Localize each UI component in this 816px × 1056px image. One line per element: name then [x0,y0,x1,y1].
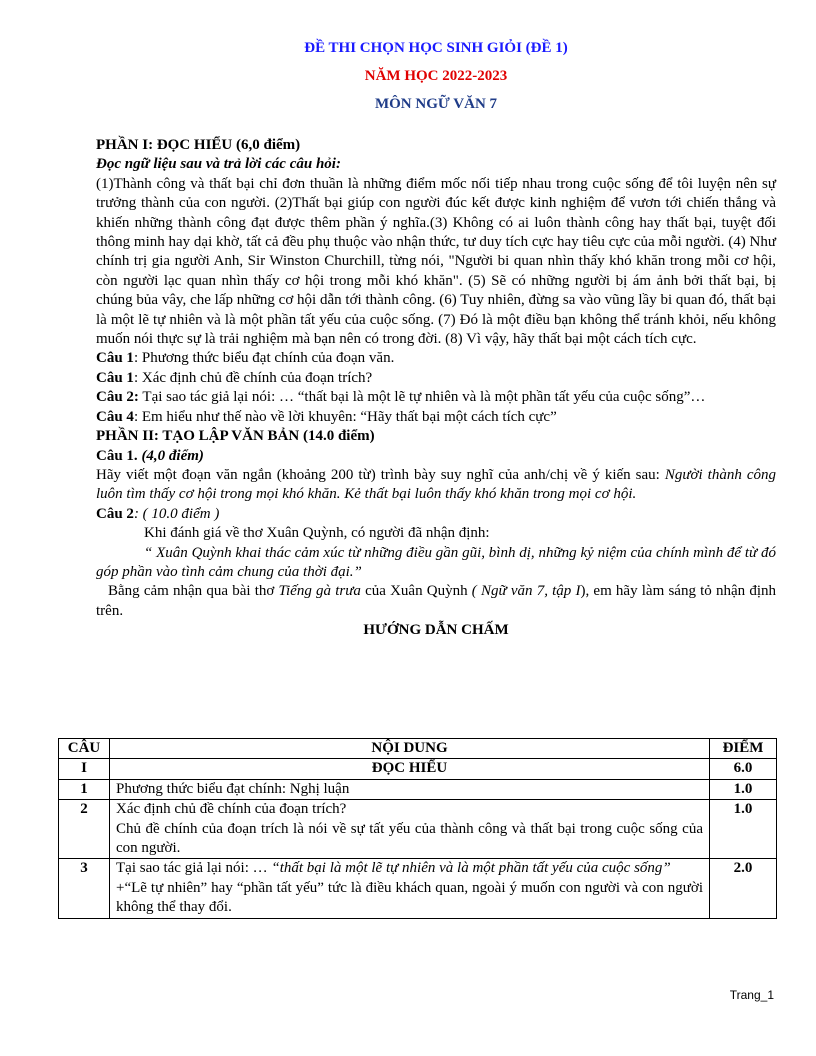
part1-instruction: Đọc ngữ liệu sau và trả lời các câu hỏi: [96,156,341,173]
question-4: Câu 4: Em hiểu như thế nào về lời khuyên: “Hãy thất bại một cách tích cực” [96,408,557,425]
question-1: Câu 1: Phương thức biểu đạt chính của đoạn văn. [96,350,395,367]
part2-heading: PHẦN II: TẠO LẬP VĂN BẢN (14.0 điểm) [96,428,375,445]
grading-table [58,738,777,919]
table-row: 3 Tại sao tác giả lại nói: … “thất bại là một lẽ tự nhiên và là một phần tất yếu của cuộc sống” +“Lẽ tự nhiên” hay “phần tất yếu” tức là điều khách quan, ngoài ý muốn con người và con người không thể thay đổi. 2.0 [59,859,777,918]
essay-question-2-task: Bằng cảm nhận qua bài thơ Tiếng gà trưa của Xuân Quỳnh ( Ngữ văn 7, tập I), em hãy làm sáng tỏ nhận định trên. [96,583,776,619]
column-header: CÂU [59,739,110,759]
school-year: NĂM HỌC 2022-2023 [364,68,508,84]
table-row: 2 Xác định chủ đề chính của đoạn trích? Chủ đề chính của đoạn trích là nói về sự tất yếu của thành công và thất bại trong cuộc sống của con người. 1.0 [59,800,777,859]
essay-question-2-title: Câu 2: ( 10.0 điểm ) [96,505,220,522]
essay-question-1-title: Câu 1. (4,0 điểm) [96,447,204,464]
question-label: Câu 1 [96,350,134,367]
table-header-row [59,739,777,759]
essay-question-2-quote: “ Xuân Quỳnh khai thác cảm xúc từ những điều gần gũi, bình dị, những kỷ niệm của chính mình để từ đó góp phần vào tình cảm chung của thời đại.” [96,544,776,580]
question-3: Câu 2: Tại sao tác giả lại nói: … “thất bại là một lẽ tự nhiên và là một phần tất yếu của cuộc sống”… [96,389,706,406]
page-number: Trang_1 [729,988,774,1002]
essay-question-1-text: Hãy viết một đoạn văn ngắn (khoảng 200 từ) trình bày suy nghĩ của anh/chị về ý kiến sau: Người thành công luôn tìm thấy cơ hội trong mọi khó khăn. Kẻ thất bại luôn thấy khó khăn trong mọi cơ hội. [96,466,776,503]
table-row: I ĐỌC HIỂU 6.0 [59,759,777,779]
subject-title: MÔN NGỮ VĂN 7 [374,96,498,112]
question-2: Câu 1: Xác định chủ đề chính của đoạn trích? [96,369,373,386]
column-header: NỘI DUNG [110,739,710,759]
table-row: 1 Phương thức biểu đạt chính: Nghị luận 1.0 [59,779,777,799]
exam-title: ĐỀ THI CHỌN HỌC SINH GIỎI (ĐỀ 1) [304,40,568,56]
question-label: Câu 2: [96,389,139,406]
grading-guide-title: HƯỚNG DẪN CHẤM [363,622,509,639]
column-header: ĐIỂM [710,739,777,759]
essay-question-2-intro: Khi đánh giá về thơ Xuân Quỳnh, có người đã nhận định: [144,525,490,542]
question-label: Câu 4 [96,408,134,425]
part1-heading: PHẦN I: ĐỌC HIỂU (6,0 điểm) [96,137,301,153]
question-label: Câu 1 [96,369,134,386]
document-page [96,34,776,641]
reading-passage: (1)Thành công và thất bại chỉ đơn thuần là những điểm mốc nối tiếp nhau trong cuộc sống để tôi luyện nên sự trưởng thành của con người. (2)Thất bại giúp con người đúc kết được kinh nghiệm để vươn tới chiến thắng và khiến những thành công đạt được thêm phần ý nghĩa.(3) Không có ai luôn thành công hay thất bại, tuyệt đối thông minh hay dại khờ, tất cả đều phụ thuộc vào nhận thức, tư duy tích cực hay tiêu cực của mỗi người. (4) Như chính trị gia người Anh, Sir Winston Churchill, từng nói, "Người bi quan nhìn thấy khó khăn trong mỗi cơ hội, còn người lạc quan nhìn thấy cơ hội trong mỗi khó khăn". (5) Sẽ có những người bị ám ảnh bởi thất bại, bị chúng bủa vây, che lấp những cơ hội dẫn tới thành công. (6) Tuy nhiên, đừng sa vào vũng lầy bi quan đó, thất bại là một lẽ tự nhiên và là một phần tất yếu của cuộc sống. (7) Đó là một điều bạn không thể tránh khỏi, nếu không muốn nói thực sự là trải nghiệm mà bạn nên có trong đời. (8) Vì vậy, hãy thất bại một cách tích cực. [96,175,776,348]
exam-body [96,136,776,641]
